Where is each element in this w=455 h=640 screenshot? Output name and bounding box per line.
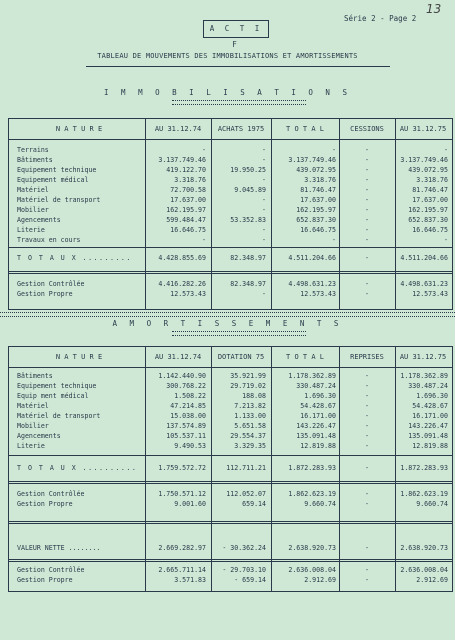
column-header-4: REPRISES (350, 353, 384, 361)
cell-1: 2.669.282.97 (158, 544, 206, 552)
cell-4: - (365, 432, 369, 440)
cell-4: - (365, 490, 369, 498)
cell-4: - (365, 382, 369, 390)
table-row (9, 155, 452, 165)
table-row (9, 205, 452, 215)
cell-3: 1.862.623.19 (288, 490, 336, 498)
table-row (9, 225, 452, 235)
cell-2: - (262, 156, 266, 164)
cell-2: - (262, 176, 266, 184)
cell-0: Gestion Propre (17, 290, 73, 298)
cell-0: Travaux en cours (17, 236, 81, 244)
cell-0: Gestion Propre (17, 500, 73, 508)
cell-5: 1.178.362.89 (400, 372, 448, 380)
cell-4: - (365, 176, 369, 184)
cell-4: - (365, 206, 369, 214)
table-row (9, 411, 452, 421)
cell-2: 112.711.21 (226, 464, 266, 472)
cell-0: Mobilier (17, 422, 49, 430)
cell-2: 5.651.58 (234, 422, 266, 430)
cell-1: 300.768.22 (166, 382, 206, 390)
cell-1: 1.750.571.12 (158, 490, 206, 498)
cell-5: 4.511.204.66 (400, 254, 448, 262)
cell-4: - (365, 422, 369, 430)
cell-1: 4.416.282.26 (158, 280, 206, 288)
cell-4: - (365, 464, 369, 472)
cell-3: 143.226.47 (296, 422, 336, 430)
cell-4: - (365, 226, 369, 234)
cell-1: - (202, 236, 206, 244)
cell-0: Equipement médical (17, 176, 89, 184)
cell-5: 143.226.47 (408, 422, 448, 430)
cell-2: 19.950.25 (230, 166, 266, 174)
cell-0: Equipement technique (17, 166, 97, 174)
column-header-2: ACHATS 1975 (217, 125, 265, 133)
cell-2: 82.348.97 (230, 280, 266, 288)
cell-0: Bâtiments (17, 372, 53, 380)
cell-3: 4.498.631.23 (288, 280, 336, 288)
cell-5: 135.091.48 (408, 432, 448, 440)
cell-3: 17.637.00 (300, 196, 336, 204)
cell-3: - (332, 236, 336, 244)
cell-1: 3.137.749.46 (158, 156, 206, 164)
cell-0: Bâtiments (17, 156, 53, 164)
cell-5: 439.072.95 (408, 166, 448, 174)
column-header-3: T O T A L (286, 353, 324, 361)
gestion-rule (9, 271, 452, 272)
cell-3: 2.912.69 (304, 576, 336, 584)
cell-4: - (365, 372, 369, 380)
cell-4: - (365, 442, 369, 450)
cell-4: - (365, 196, 369, 204)
cell-3: 16.646.75 (300, 226, 336, 234)
cell-0: VALEUR NETTE ........ (17, 544, 101, 552)
cell-2: - (262, 146, 266, 154)
cell-0: Literie (17, 442, 45, 450)
cell-3: 2.636.008.04 (288, 566, 336, 574)
cell-4: - (365, 146, 369, 154)
cell-2: 29.554.37 (230, 432, 266, 440)
immobilisations-table (8, 118, 453, 310)
cell-5: - (444, 146, 448, 154)
table-row (9, 145, 452, 155)
valeur-rule-2 (9, 523, 452, 524)
cell-3: 54.428.67 (300, 402, 336, 410)
cell-4: - (365, 290, 369, 298)
gestion-row (9, 289, 452, 299)
cell-2: 29.719.02 (230, 382, 266, 390)
actif-box: A C T I F (203, 20, 269, 38)
cell-1: 1.508.22 (174, 392, 206, 400)
cell-5: 4.498.631.23 (400, 280, 448, 288)
column-header-5: AU 31.12.75 (399, 353, 447, 361)
table-row (9, 381, 452, 391)
valeur-gestion-rule-2 (9, 561, 452, 562)
cell-3: 12.573.43 (300, 290, 336, 298)
cell-0: Literie (17, 226, 45, 234)
cell-0: Matériel de transport (17, 412, 101, 420)
table-row (9, 401, 452, 411)
cell-0: Gestion Contrôlée (17, 566, 85, 574)
cell-1: 12.573.43 (170, 290, 206, 298)
cell-5: 2.912.69 (416, 576, 448, 584)
cell-3: 1.872.283.93 (288, 464, 336, 472)
column-header-0: N A T U R E (55, 353, 103, 361)
cell-3: 652.837.30 (296, 216, 336, 224)
cell-0: Gestion Contrôlée (17, 490, 85, 498)
amortissements-table (8, 346, 453, 592)
cell-0: Matériel (17, 402, 49, 410)
cell-3: 330.487.24 (296, 382, 336, 390)
gestion-rule-2 (9, 483, 452, 484)
cell-0: Equip ment médical (17, 392, 89, 400)
valeur-nette-row (9, 543, 452, 553)
cell-4: - (365, 412, 369, 420)
table-row (9, 215, 452, 225)
cell-2: 659.14 (242, 500, 266, 508)
cell-3: 16.171.00 (300, 412, 336, 420)
gestion-row (9, 499, 452, 509)
cell-2: - 659.14 (234, 576, 266, 584)
cell-5: 162.195.97 (408, 206, 448, 214)
cell-2: - (262, 206, 266, 214)
cell-3: 1.178.362.89 (288, 372, 336, 380)
totaux-rule (9, 455, 452, 456)
section-rule (172, 331, 306, 336)
cell-4: - (365, 236, 369, 244)
cell-1: 1.142.440.90 (158, 372, 206, 380)
serie-label: Série 2 - Page 2 (344, 14, 417, 23)
cell-2: - (262, 290, 266, 298)
cell-1: 162.195.97 (166, 206, 206, 214)
cell-0: Mobilier (17, 206, 49, 214)
cell-0: Gestion Contrôlée (17, 280, 85, 288)
cell-3: 3.318.76 (304, 176, 336, 184)
cell-2: 53.352.83 (230, 216, 266, 224)
cell-1: 72.700.58 (170, 186, 206, 194)
header-rule (9, 139, 452, 140)
table-row (9, 431, 452, 441)
cell-2: - (262, 226, 266, 234)
cell-4: - (365, 280, 369, 288)
cell-1: 9.490.53 (174, 442, 206, 450)
gestion-rule-2 (9, 273, 452, 274)
header-rule (9, 367, 452, 368)
totaux-row (9, 463, 452, 473)
totaux-rule (9, 247, 452, 248)
cell-1: 47.214.85 (170, 402, 206, 410)
cell-3: - (332, 146, 336, 154)
cell-3: 162.195.97 (296, 206, 336, 214)
column-header-1: AU 31.12.74 (154, 125, 202, 133)
cell-3: 81.746.47 (300, 186, 336, 194)
cell-1: - (202, 146, 206, 154)
cell-4: - (365, 216, 369, 224)
table-row (9, 175, 452, 185)
cell-2: 112.052.07 (226, 490, 266, 498)
cell-3: 9.660.74 (304, 500, 336, 508)
cell-1: 137.574.89 (166, 422, 206, 430)
gestion-row (9, 489, 452, 499)
cell-5: 17.637.00 (412, 196, 448, 204)
cell-3: 439.072.95 (296, 166, 336, 174)
valeur-gestion-row (9, 565, 452, 575)
cell-5: 81.746.47 (412, 186, 448, 194)
cell-2: 188.08 (242, 392, 266, 400)
cell-5: 3.318.76 (416, 176, 448, 184)
cell-5: 1.872.283.93 (400, 464, 448, 472)
cell-5: 54.428.67 (412, 402, 448, 410)
handwritten-page-number: 13 (426, 2, 442, 16)
column-header-5: AU 31.12.75 (399, 125, 447, 133)
cell-5: - (444, 236, 448, 244)
cell-0: T O T A U X ......... (17, 254, 132, 262)
cell-1: 9.001.60 (174, 500, 206, 508)
valeur-gestion-rule (9, 559, 452, 560)
cell-3: 3.137.749.46 (288, 156, 336, 164)
section-title-immobilisations: I M M O B I L I S A T I O N S (104, 88, 351, 97)
cell-1: 1.759.572.72 (158, 464, 206, 472)
cell-3: 4.511.204.66 (288, 254, 336, 262)
cell-3: 135.091.48 (296, 432, 336, 440)
table-row (9, 371, 452, 381)
cell-5: 12.573.43 (412, 290, 448, 298)
cell-2: - 29.703.10 (222, 566, 266, 574)
cell-3: 1.696.30 (304, 392, 336, 400)
cell-4: - (365, 576, 369, 584)
valeur-rule (9, 521, 452, 522)
cell-4: - (365, 166, 369, 174)
cell-4: - (365, 402, 369, 410)
cell-3: 2.638.920.73 (288, 544, 336, 552)
cell-5: 12.819.88 (412, 442, 448, 450)
cell-0: Terrains (17, 146, 49, 154)
cell-1: 4.428.855.69 (158, 254, 206, 262)
column-header-0: N A T U R E (55, 125, 103, 133)
gestion-rule (9, 481, 452, 482)
section-rule-top (0, 312, 455, 317)
table-row (9, 391, 452, 401)
cell-5: 2.638.920.73 (400, 544, 448, 552)
cell-0: Matériel (17, 186, 49, 194)
cell-2: 1.133.00 (234, 412, 266, 420)
title-underline (86, 66, 390, 67)
cell-2: 35.921.99 (230, 372, 266, 380)
cell-2: 9.045.89 (234, 186, 266, 194)
cell-1: 105.537.11 (166, 432, 206, 440)
column-header-1: AU 31.12.74 (154, 353, 202, 361)
cell-4: - (365, 254, 369, 262)
cell-1: 15.038.00 (170, 412, 206, 420)
cell-0: T O T A U X .......... (17, 464, 138, 472)
cell-4: - (365, 566, 369, 574)
cell-0: Equipement technique (17, 382, 97, 390)
cell-5: 652.837.30 (408, 216, 448, 224)
gestion-row (9, 279, 452, 289)
cell-5: 16.646.75 (412, 226, 448, 234)
cell-0: Gestion Propre (17, 576, 73, 584)
cell-2: 82.348.97 (230, 254, 266, 262)
cell-5: 2.636.008.04 (400, 566, 448, 574)
cell-5: 1.862.623.19 (400, 490, 448, 498)
table-row (9, 195, 452, 205)
cell-1: 3.318.76 (174, 176, 206, 184)
cell-4: - (365, 392, 369, 400)
cell-1: 2.665.711.14 (158, 566, 206, 574)
cell-0: Agencements (17, 216, 61, 224)
cell-4: - (365, 544, 369, 552)
cell-4: - (365, 156, 369, 164)
cell-2: 3.329.35 (234, 442, 266, 450)
section-title-amortissements: A M O R T I S S E M E N T S (112, 319, 343, 328)
cell-2: - (262, 236, 266, 244)
column-header-4: CESSIONS (350, 125, 384, 133)
cell-1: 419.122.70 (166, 166, 206, 174)
cell-4: - (365, 500, 369, 508)
column-header-3: T O T A L (286, 125, 324, 133)
valeur-gestion-row (9, 575, 452, 585)
cell-5: 16.171.00 (412, 412, 448, 420)
cell-1: 599.484.47 (166, 216, 206, 224)
column-header-2: DOTATION 75 (217, 353, 265, 361)
cell-4: - (365, 186, 369, 194)
cell-5: 3.137.749.46 (400, 156, 448, 164)
cell-3: 12.819.88 (300, 442, 336, 450)
table-row (9, 421, 452, 431)
table-row (9, 165, 452, 175)
cell-2: - (262, 196, 266, 204)
cell-1: 17.637.00 (170, 196, 206, 204)
document-title: TABLEAU DE MOUVEMENTS DES IMMOBILISATIONS ET AMORTISSEMENTS (97, 52, 358, 60)
cell-2: - 30.362.24 (222, 544, 266, 552)
cell-1: 3.571.83 (174, 576, 206, 584)
cell-5: 9.660.74 (416, 500, 448, 508)
cell-5: 1.696.30 (416, 392, 448, 400)
cell-0: Agencements (17, 432, 61, 440)
table-row (9, 185, 452, 195)
cell-5: 330.487.24 (408, 382, 448, 390)
table-row (9, 235, 452, 245)
table-row (9, 441, 452, 451)
cell-1: 16.646.75 (170, 226, 206, 234)
totaux-row (9, 253, 452, 263)
cell-0: Matériel de transport (17, 196, 101, 204)
section-rule (172, 100, 306, 105)
cell-2: 7.213.82 (234, 402, 266, 410)
